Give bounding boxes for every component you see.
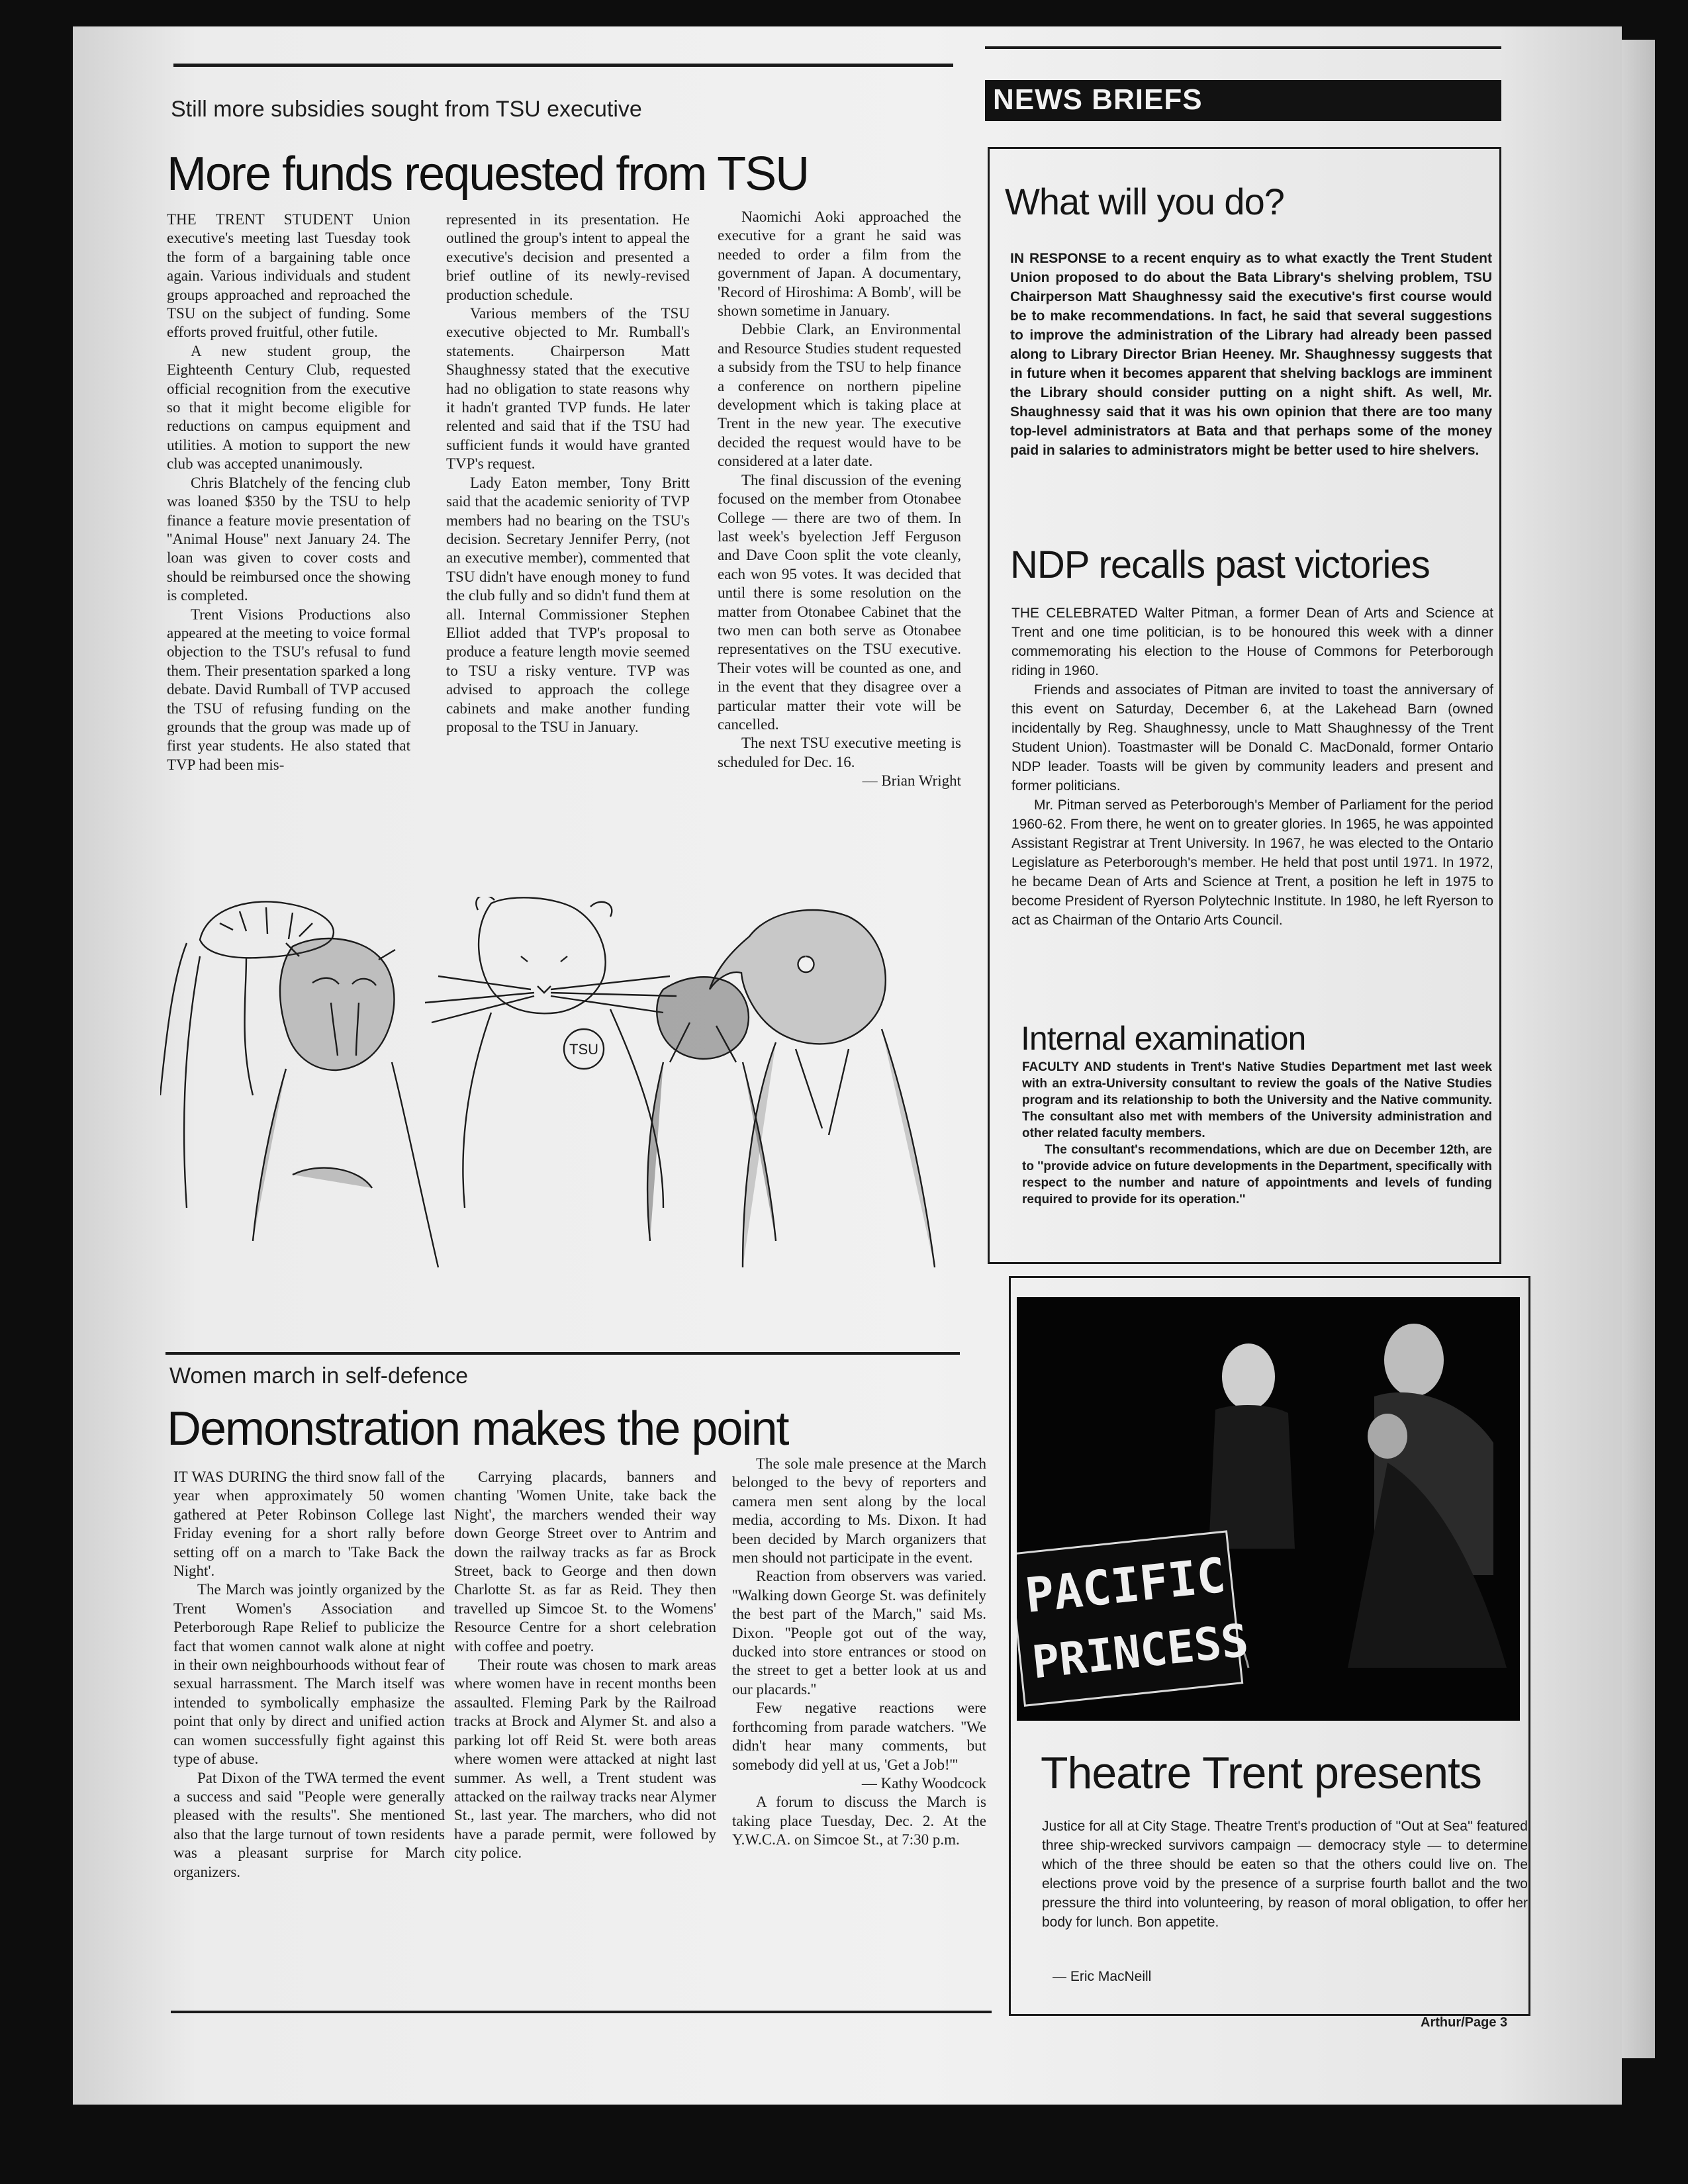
top-rule-left <box>173 64 953 67</box>
march-column-2 <box>454 1468 716 1863</box>
funds-kicker: Still more subsidies sought from TSU executive <box>171 97 642 122</box>
theatre-paragraph: Justice for all at City Stage. Theatre Trent's production of ''Out at Sea'' featured three ship-wrecked survivors campaign — democracy style — to determine which of the three should be eaten so that the others could live on. The elections prove void by the presence of a surprise fourth ballot and the two pressure the third into volunteering, by reason of moral obligation, to offer her body for lunch. Bon appetite. <box>1042 1819 1528 1930</box>
march-paragraph: Their route was chosen to mark areas where women have in recent months been assaulted. Fleming Park by the Railroad tracks at Brock and Alymer St. and also a parking lot off Reid St. were both areas where women were attacked at night last summer. As well, a Trent student was attacked on the railway tracks near Alymer St., last year. The marchers, who did not have a parade permit, were followed by city police. <box>454 1657 716 1862</box>
march-paragraph: The March was jointly organized by the Trent Women's Association and Peterborough Rape Relief to publicize the fact that women cannot walk alone at night in their own neighbourhoods without fear of sexual harrassment. The March itself was intended to symbolically emphasize the point that only by direct and unified action can women successfully fight against this type of abuse. <box>173 1581 445 1768</box>
funds-paragraph: Naomichi Aoki approached the executive for a grant he said was needed to order a film from the government of Japan. A documentary, 'Record of Hiroshima: A Bomb', will be shown sometime in January. <box>718 208 961 320</box>
march-paragraph: Reaction from observers was varied. ''Walking down George St. was definitely the best part of the March,'' said Ms. Dixon. ''People got out of the way, ducked into store entrances or stood on the street to get a better look at us and our placards.'' <box>732 1568 986 1698</box>
sign-line-2: PRINCESS <box>1029 1614 1251 1690</box>
brief-paragraph: The consultant's recommendations, which are due on December 12th, are to ''provide advice on future developments in the Department, specifically with respect to the number and nature of appointments and levels of funding required to provide for its operation.'' <box>1022 1143 1492 1206</box>
march-paragraph: Few negative reactions were forthcoming from parade watchers. ''We didn't hear many comments, but somebody did yell at us, 'Get a Job!''' <box>732 1700 986 1773</box>
theatre-head: Theatre Trent presents <box>1041 1748 1481 1798</box>
funds-paragraph: Lady Eaton member, Tony Britt said that the academic seniority of TVP members had no bearing on the TSU's decision. Secretary Jennifer Perry, (not an executive member), commented that TSU didn't have enough money to fund the club fully and so didn't fund them at all. Internal Commissioner Stephen Elliot added that TVP's proposal to produce a feature length movie seemed to TSU a risky venture. TVP was advised to approach the college cabinets and make another funding proposal to the TSU in January. <box>446 474 690 735</box>
march-headline: Demonstration makes the point <box>167 1402 788 1455</box>
stage-scene <box>1017 1297 1520 1721</box>
brief-paragraph: Friends and associates of Pitman are invited to toast the anniversary of this event on Saturday, December 6, at the Lakehead Barn (owned incidentally by Reg. Shaughnessy, uncle to Matt Shaughnessy of the Trent Student Union). Toastmaster will be Donald C. MacDonald, former Ontario NDP leader. Toasts will be given by community leaders and present and former politicians. <box>1011 682 1493 794</box>
brief-paragraph: THE CELEBRATED Walter Pitman, a former Dean of Arts and Science at Trent and one time politician, is to be honoured this week with a dinner commemorating his election to the House of Commons for Peterborough riding in 1960. <box>1011 606 1493 678</box>
brief-ndp-head: NDP recalls past victories <box>1010 543 1430 586</box>
march-column-3 <box>732 1455 986 1850</box>
funds-column-2 <box>446 210 690 737</box>
funds-paragraph: The next TSU executive meeting is scheduled for Dec. 16. <box>718 735 961 770</box>
funds-paragraph: Debbie Clark, an Environmental and Resource Studies student requested a subsidy from the TSU to help finance a conference on northern pipeline development which is taking place at Trent in the new year. The executive decided the request would have to be considered at a later date. <box>718 321 961 470</box>
brief-paragraph: Mr. Pitman served as Peterborough's Member of Parliament for the period 1960-62. From there, he went on to greater glories. In 1965, he was appointed Assistant Registrar at Trent University. In 1967, he was elected to the Ontario Legislature as Peterborough's member. He held that post until 1971. In 1972, he became Dean of Arts and Science at Trent, a position he left in 1975 to become President of Ryerson Polytechnic Institute. In 1980, he left Ryerson to act as Chairman of the Ontario Arts Council. <box>1011 797 1493 928</box>
eagle-figure <box>710 910 935 1267</box>
brief-paragraph: FACULTY AND students in Trent's Native Studies Department met last week with an extra-University consultant to review the goals of the Native Studies program and its relationship to both the University and the Native community. The consultant also met with members of the University administration and other related faculty members. <box>1022 1060 1492 1140</box>
brief-paragraph: IN RESPONSE to a recent enquiry as to what exactly the Trent Student Union proposed to do about the Bata Library's shelving problem, TSU Chairperson Matt Shaughnessy said the executive's first course would be to make recommendations. In fact, he said that several suggestions to improve the administration of the Library had already been passed along to Library Director Brian Heeney. Mr. Shaughnessy suggests that in future when it becomes apparent that shelving backlogs are imminent the Library should consider putting on a night shift. As well, Mr. Shaughnessy said that it was his own opinion that there are too many top-level administrators at Bata and that perhaps some of the money paid in salaries to administrators might be better used to hire shelvers. <box>1010 251 1492 458</box>
brief-what-will-you-do-head: What will you do? <box>1005 181 1284 222</box>
funds-column-3 <box>718 208 961 791</box>
march-paragraph: Pat Dixon of the TWA termed the event a success and said ''People were generally pleased with the results''. She mentioned also that the large turnout of town residents was a pleasant surprise for March organizers. <box>173 1769 445 1880</box>
theatre-photo <box>1017 1297 1520 1721</box>
page-footer: Arthur/Page 3 <box>1421 2015 1508 2030</box>
pacific-princess-sign <box>1017 1530 1252 1706</box>
sign-line-1: PACIFIC <box>1022 1547 1229 1623</box>
news-briefs-title: NEWS BRIEFS <box>993 83 1203 116</box>
funds-paragraph: Chris Blatchely of the fencing club was loaned $350 by the TSU to help finance a feature movie presentation of ''Animal House'' next January 24. The loan was given to cover costs and should be reimbursed once the showing is completed. <box>167 474 410 604</box>
brief-internal-text <box>1022 1059 1492 1208</box>
march-paragraph: The sole male presence at the March belonged to the bevy of reporters and camera men sent along by the local media, according to Ms. Dixon. It had been decided by March organizers that men should not participate in the event. <box>732 1455 986 1567</box>
theatre-text <box>1042 1817 1528 1932</box>
march-paragraph: Carrying placards, banners and chanting 'Women Unite, take back the Night', the marchers wended their way down George Street over to Antrim and down the railway tracks as far as Brock Street, back to George and then down Charlotte St. as far as Reid. They then travelled up Simcoe St. to the Womens' Resource Centre for a short celebration with coffee and poetry. <box>454 1469 716 1655</box>
animal-heads-illustration <box>160 897 961 1327</box>
rat-figure <box>425 897 677 1208</box>
march-rule <box>165 1352 960 1355</box>
march-column-1 <box>173 1468 445 1882</box>
funds-paragraph: THE TRENT STUDENT Union executive's meeting last Tuesday took the form of a bargaining table once again. Various individuals and student groups approached and reproached the TSU on the subject of funding. Some efforts proved fruitful, other futile. <box>167 211 410 341</box>
funds-byline: — Brian Wright <box>862 772 961 790</box>
funds-paragraph: The final discussion of the evening focused on the member from Otonabee College — there are two of them. In last week's byelection Jeff Ferguson and Dave Coon split the vote cleanly, each won 95 votes. It was decided that until there is some resolution on the matter from Otonabee Cabinet that the two men can both serve as Otonabee representatives on the TSU executive. Their votes will be counted as one, and in the event that they disagree over a particular matter their vote will be cancelled. <box>718 471 961 733</box>
baboon-figure <box>253 938 438 1267</box>
march-bottom-rule <box>171 2011 992 2013</box>
march-paragraph: IT WAS DURING the third snow fall of the year when approximately 50 women gathered at Peter Robinson College last Friday evening for a short rally before setting off on a march to 'Take Back the Night'. <box>173 1469 445 1580</box>
funds-paragraph: Trent Visions Productions also appeared at the meeting to voice formal objection to the TSU's refusal to fund them. Their presentation sparked a long debate. David Rumball of TVP accused the TSU of refusing funding on the grounds that the group was made up of first year students. He also stated that TVP had been mis- <box>167 606 410 773</box>
funds-paragraph: represented in its presentation. He outlined the group's intent to appeal the executive's decision and presented a brief outline of its newly-revised production schedule. <box>446 211 690 303</box>
brief-internal-head: Internal examination <box>1021 1020 1306 1057</box>
tsu-badge-text: TSU <box>569 1041 598 1058</box>
funds-paragraph: Various members of the TSU executive objected to Mr. Rumball's statements. Chairperson Matt Shaughnessy stated that the executive had no obligation to state reasons why it hadn't granted TVP funds. He later relented and said that if the TSU had sufficient funds it would have granted TVP's request. <box>446 305 690 473</box>
top-rule-right <box>985 46 1501 49</box>
brief-ndp-text <box>1011 604 1493 930</box>
brief-what-will-you-do-text <box>1010 249 1492 460</box>
march-paragraph: A forum to discuss the March is taking place Tuesday, Dec. 2. At the Y.W.C.A. on Simcoe St., at 7:30 p.m. <box>732 1794 986 1848</box>
march-byline: — Kathy Woodcock <box>861 1774 986 1792</box>
funds-headline: More funds requested from TSU <box>167 148 809 201</box>
theatre-byline: — Eric MacNeill <box>1053 1969 1152 1984</box>
funds-column-1 <box>167 210 410 774</box>
march-kicker: Women march in self-defence <box>169 1363 469 1388</box>
funds-paragraph: A new student group, the Eighteenth Century Club, requested official recognition from the executive so that it might become eligible for reductions on campus equipment and utilities. A motion to support the new club was accepted unanimously. <box>167 342 410 473</box>
